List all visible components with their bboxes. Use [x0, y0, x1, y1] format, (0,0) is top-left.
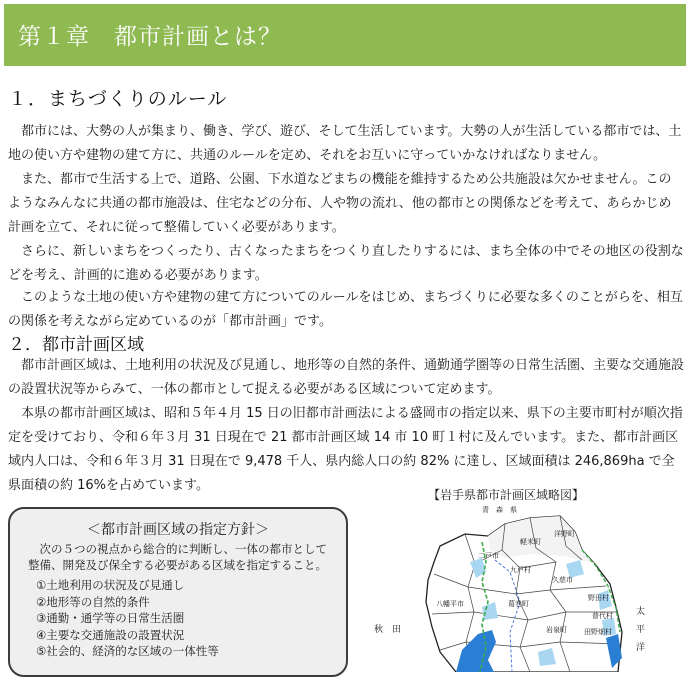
label-fudai: 普代村	[592, 612, 613, 620]
chapter-banner	[4, 4, 686, 66]
label-akita: 秋 田	[374, 625, 402, 635]
policy-criteria-list	[36, 577, 219, 660]
paragraph: さらに、新しいまちをつくったり、古くなったまちをつくり直したりするには、まち全体の中でその地区の役割などを考え、計画的に進める必要があります。	[8, 244, 684, 283]
label-ninohe: 二戸市	[478, 552, 499, 560]
label-iwaizumi: 岩泉町	[546, 626, 567, 634]
label-kuzumaki: 葛巻町	[508, 600, 529, 608]
policy-title: ＜都市計画区域の指定方針＞	[87, 522, 269, 538]
paragraph: このような土地の使い方や建物の建て方についてのルールをはじめ、まちづくりに必要な多くのことがらを、相互の関係を考えながら定めているのが「都市計画」です。	[8, 290, 683, 329]
paragraph: 都市計画区域は、土地利用の状況及び見通し、地形等の自然的条件、通勤通学圏等の日常生活圏、主要な交通施設の設置状況等からみて、一体の都市として捉える必要がある区域について定めます。	[8, 358, 685, 397]
list-item: ④主要な交通施設の設置状況	[36, 627, 185, 642]
label-tanohata: 田野畑村	[584, 628, 612, 636]
list-item: ③通勤・通学等の日常生活圏	[36, 611, 185, 625]
label-pacific-char: 平	[636, 625, 646, 635]
label-hachimantai: 八幡平市	[436, 600, 464, 608]
label-karumai: 軽米町	[520, 538, 541, 546]
designation-policy-box	[8, 507, 348, 677]
label-kunohe: 九戸村	[510, 566, 531, 574]
label-pacific-char: 洋	[636, 643, 646, 653]
label-pacific	[636, 605, 645, 653]
chapter-title: 第１章 都市計画とは？	[18, 24, 282, 50]
policy-description: 次の５つの視点から総合的に判断し、一体の都市として整備、開発及び保全する必要がある区域を指定すること。	[28, 542, 327, 572]
paragraph: 都市には、大勢の人が集まり、働き、学び、遊び、そして生活しています。大勢の人が生活している都市では、土地の使い方や建物の建て方に、共通のルールを定め、それをお互いに守っていかなければなりません。	[8, 124, 682, 163]
label-pacific-char: 太	[636, 607, 646, 617]
list-item: ⑤社会的、経済的な区域の一体性等	[36, 644, 219, 658]
iwate-city-planning-map	[370, 502, 690, 672]
map-title: 【岩手県都市計画区域略図】	[428, 488, 585, 502]
list-item: ②地形等の自然的条件	[36, 594, 150, 609]
section1-heading: １．まちづくりのルール	[8, 88, 228, 110]
label-noda: 野田村	[588, 594, 609, 602]
label-hirono: 洋野町	[554, 530, 575, 538]
label-aomori: 青 森 県	[482, 506, 517, 514]
list-item: ①土地利用の状況及び見通し	[36, 578, 185, 592]
label-kuji: 久慈市	[552, 576, 573, 584]
section2-heading: ２．都市計画区域	[8, 335, 144, 355]
paragraph: また、都市で生活する上で、道路、公園、下水道などまちの機能を維持するため公共施設は欠かせません。このようなみんなに共通の都市施設は、住宅などの分布、人や物の流れ、他の都市との関係などを考えて、あらかじめ計画を立て、それに従って整備していく必要があります。	[8, 172, 672, 235]
paragraph: 本県の都市計画区域は、昭和５年４月 15 日の旧都市計画法による盛岡市の指定以来、県下の主要市町村が順次指定を受けており、令和６年３月 31 日現在で 21 都市計画区域 14 市 10 町１村に及んでいます。また、都市計画区域内人口は、令和６年３月 31 日現在で 9,478 千人、県内総人口の約 82% に達し、区域面積は 246,869ha で全県面積の約 16%を占めています。	[8, 406, 683, 493]
